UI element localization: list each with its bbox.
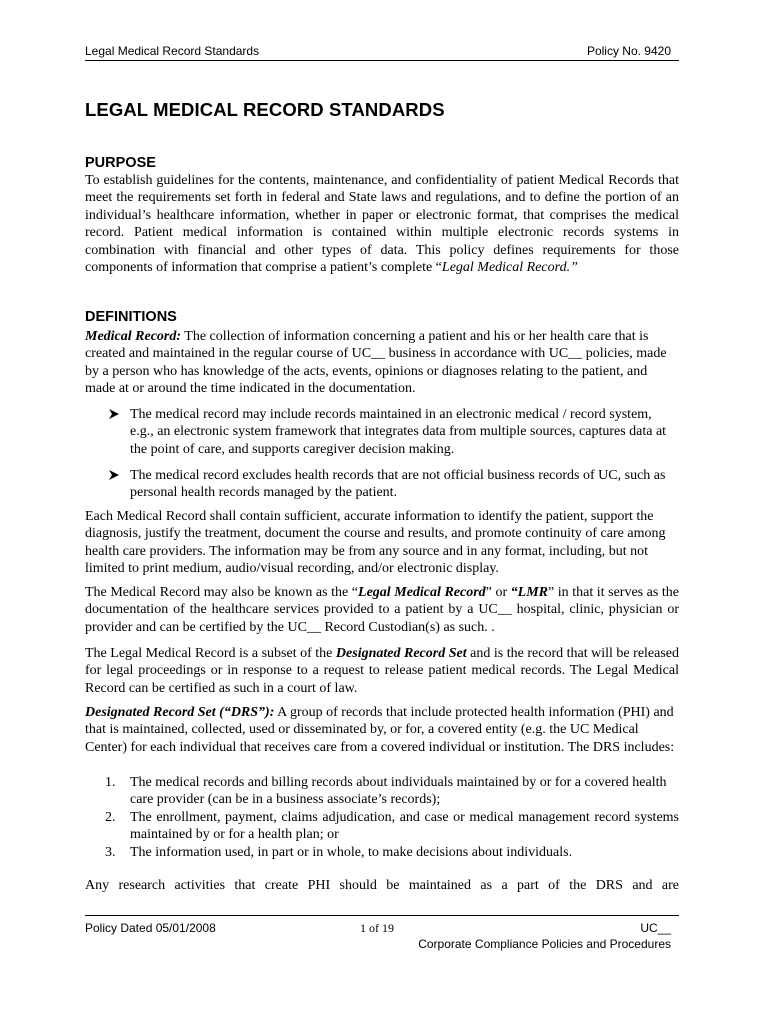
each-record-paragraph: Each Medical Record shall contain sufficient, accurate information to identify the patient, support the diagnosis, justify the treatment, document the course and results, and promote continuity of care among health care providers. The information may be from any source and in any format, including, but not limited to print medium, audio/visual recording, and/or electronic display. xyxy=(85,509,666,577)
medical-record-definition xyxy=(85,328,679,398)
drs-definition xyxy=(85,704,679,756)
also-known-text-1: The Medical Record may also be known as the “ xyxy=(85,585,359,600)
drs-term-inline: Designated Record Set xyxy=(335,646,467,661)
numbered-item xyxy=(105,809,679,844)
purpose-heading: PURPOSE xyxy=(85,155,156,171)
arrow-bullet-icon xyxy=(108,408,120,420)
numbered-item xyxy=(105,774,679,809)
footer-policy-date: Policy Dated 05/01/2008 xyxy=(85,921,216,935)
bullet-item xyxy=(108,406,668,458)
item-text: The information used, in part or in whole, to make decisions about individuals. xyxy=(130,845,573,860)
purpose-emphasis: Legal Medical Record.” xyxy=(441,260,578,276)
purpose-paragraph xyxy=(85,172,679,276)
footer-org: UC__ xyxy=(640,921,671,935)
arrow-bullet-icon xyxy=(108,469,120,481)
subset-text-2: and is the record that will be released for legal proceedings or in response to a request to release patient medical records. The Legal Medical Record can be certified as such in a court of law. xyxy=(85,646,680,696)
drs-text: A group of records that include protected health information (PHI) and that is maintained, collected, used or disseminated by, or for, a covered entity (e.g. the UC Medical Center) for each individual that receives care from a covered individual or institution. The DRS includes: xyxy=(85,705,675,755)
footer-page-number: 1 of 19 xyxy=(360,921,394,935)
drs-term: Designated Record Set (“DRS”): xyxy=(85,705,275,720)
numbered-item xyxy=(105,844,679,861)
definitions-heading: DEFINITIONS xyxy=(85,309,177,325)
header-document-title: Legal Medical Record Standards xyxy=(85,44,260,58)
medical-record-term: Medical Record: xyxy=(85,329,182,344)
also-known-paragraph xyxy=(85,584,679,636)
item-text: The enrollment, payment, claims adjudication, and case or medical management record systems maintained by or for a health plan; or xyxy=(130,810,679,843)
item-number: 2. xyxy=(105,810,116,825)
page-header xyxy=(85,44,679,61)
document-title: LEGAL MEDICAL RECORD STANDARDS xyxy=(85,99,445,120)
subset-text-1: The Legal Medical Record is a subset of the xyxy=(85,646,336,661)
lmr-abbreviation: “LMR xyxy=(510,585,549,600)
research-paragraph: Any research activities that create PHI should be maintained as a part of the DRS and are xyxy=(85,878,679,893)
subset-paragraph xyxy=(85,645,679,697)
item-number: 3. xyxy=(105,845,116,860)
page-footer xyxy=(85,915,679,956)
footer-subtitle: Corporate Compliance Policies and Procedures xyxy=(418,937,671,951)
bullet-item xyxy=(108,467,668,502)
medical-record-text: The collection of information concerning a patient and his or her health care that is created and maintained in the regular course of UC__ business in accordance with UC__ policies, made by a person who has knowledge of the acts, events, opinions or diagnoses relating to the patient, and made at or around the time indicated in the documentation. xyxy=(85,329,667,397)
bullet-text: The medical record may include records maintained in an electronic medical / record system, e.g., an electronic system framework that integrates data from multiple sources, captures data at the point of care, and supports caregiver decision making. xyxy=(130,407,667,457)
item-number: 1. xyxy=(105,775,116,790)
header-policy-number: Policy No. 9420 xyxy=(586,44,671,58)
also-known-text-2: ” or xyxy=(485,585,511,600)
also-known-text-3: ” in that it serves as the documentation of the healthcare services provided to a patient by a UC__ hospital, clinic, physician or provider and can be certified by the UC__ Record Custodian(s) as such. . xyxy=(85,585,679,635)
item-text: The medical records and billing records about individuals maintained by or for a covered health care provider (can be in a business associate’s records); xyxy=(130,775,667,808)
lmr-term: Legal Medical Record xyxy=(358,585,486,600)
bullet-text: The medical record excludes health records that are not official business records of UC, such as personal health records managed by the patient. xyxy=(130,468,666,501)
purpose-text: To establish guidelines for the contents, maintenance, and confidentiality of patient Medical Records that meet the requirements set forth in federal and State laws and regulations, and to define the portion of an individual’s healthcare information, whether in paper or electronic format, that comprises the medical record. Patient medical information is contained within multiple electronic records systems in combination with financial and other types of data. This policy defines requirements for those components of information that comprise a patient’s complete “ xyxy=(85,173,679,276)
